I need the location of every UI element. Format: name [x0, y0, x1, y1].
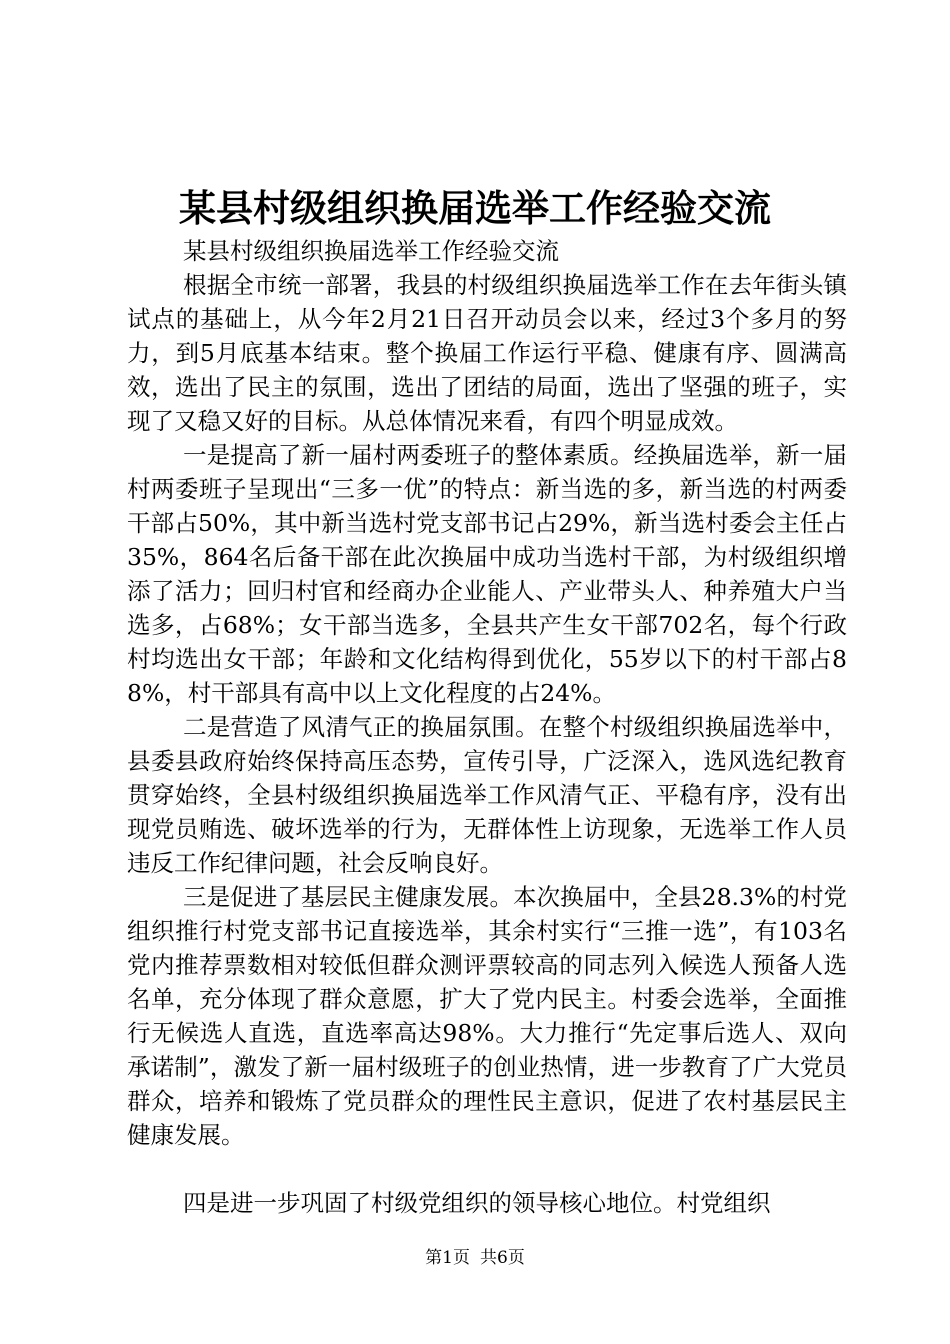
page-footer	[0, 1246, 950, 1270]
paragraph-intro: 根据全市统一部署，我县的村级组织换届选举工作在去年街头镇试点的基础上，从今年2月21日召开动员会以来，经过3个多月的努力，到5月底基本结束。整个换届工作运行平稳、健康有序、圆满高效，选出了民主的氛围，选出了团结的局面，选出了坚强的班子，实现了又稳又好的目标。从总体情况来看，有四个明显成效。	[127, 271, 847, 435]
paragraph-subtitle: 某县村级组织换届选举工作经验交流	[183, 237, 559, 265]
page-total: 共6页	[480, 1248, 525, 1268]
paragraph-point-four: 四是进一步巩固了村级党组织的领导核心地位。村党组织	[183, 1189, 771, 1217]
paragraph-point-two: 二是营造了风清气正的换届氛围。在整个村级组织换届选举中，县委县政府始终保持高压态势，宣传引导，广泛深入，选风选纪教育贯穿始终，全县村级组织换届选举工作风清气正、平稳有序，没有出现党员贿选、破坏选举的行为，无群体性上访现象，无选举工作人员违反工作纪律问题，社会反响良好。	[127, 713, 847, 877]
page-number: 第1页	[425, 1248, 470, 1268]
paragraph-point-three: 三是促进了基层民主健康发展。本次换届中，全县28.3%的村党组织推行村党支部书记直接选举，其余村实行“三推一选”，有103名党内推荐票数相对较低但群众测评票较高的同志列入候选人预备人选名单，充分体现了群众意愿，扩大了党内民主。村委会选举，全面推行无候选人直选，直选率高达98%。大力推行“先定事后选人、双向承诺制”，激发了新一届村级班子的创业热情，进一步教育了广大党员群众，培养和锻炼了党员群众的理性民主意识，促进了农村基层民主健康发展。	[127, 883, 847, 1149]
document-title: 某县村级组织换届选举工作经验交流	[179, 186, 771, 230]
document-body	[127, 234, 847, 1220]
paragraph-point-one: 一是提高了新一届村两委班子的整体素质。经换届选举，新一届村两委班子呈现出“三多一优”的特点：新当选的多，新当选的村两委干部占50%，其中新当选村党支部书记占29%，新当选村委会主任占35%，864名后备干部在此次换届中成功当选村干部，为村级组织增添了活力；回归村官和经商办企业能人、产业带头人、种养殖大户当选多，占68%；女干部当选多，全县共产生女干部702名，每个行政村均选出女干部；年龄和文化结构得到优化，55岁以下的村干部占88%，村干部具有高中以上文化程度的占24%。	[127, 441, 847, 707]
